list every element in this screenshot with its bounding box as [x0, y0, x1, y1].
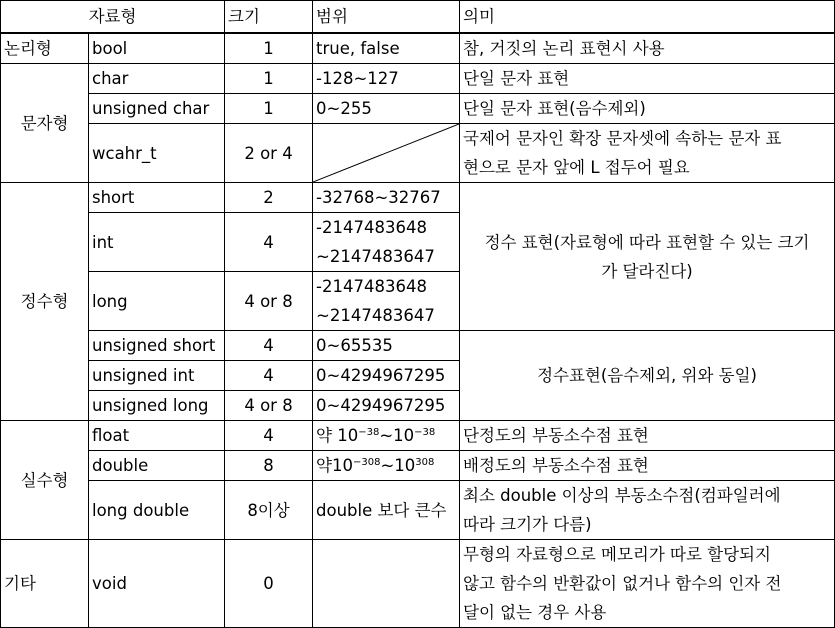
category-logical: 논리형 [1, 33, 89, 64]
type-name: long [89, 272, 225, 331]
table-row [1, 331, 835, 361]
category-real: 실수형 [1, 421, 89, 540]
table-row [1, 481, 835, 540]
meaning-line: 국제어 문자인 확장 문자셋에 속하는 문자 표 [463, 129, 782, 148]
type-name: short [89, 183, 225, 213]
type-meaning-signed [460, 183, 835, 331]
meaning-line: 현으로 문자 앞에 L 접두어 필요 [463, 158, 690, 177]
type-range [313, 451, 460, 481]
category-other: 기타 [1, 540, 89, 628]
meaning-line: 무형의 자료형으로 메모리가 따로 할당되지 [463, 545, 771, 564]
table-row [1, 64, 835, 94]
range-line: ~2147483647 [316, 306, 435, 325]
type-meaning: 단일 문자 표현(음수제외) [460, 94, 835, 124]
type-range [313, 272, 460, 331]
meaning-line: 최소 double 이상의 부동소수점(컴파일러에 [463, 486, 781, 505]
type-meaning: 단일 문자 표현 [460, 64, 835, 94]
meaning-line: 않고 함수의 반환값이 없거나 함수의 인자 전 [463, 574, 782, 593]
meaning-line: 달이 없는 경우 사용 [463, 603, 607, 622]
type-meaning [460, 481, 835, 540]
range-exponent: 308 [415, 457, 435, 468]
type-range [313, 213, 460, 272]
table-row [1, 183, 835, 213]
type-name: unsigned short [89, 331, 225, 361]
table-row [1, 124, 835, 183]
range-exponent: −308 [352, 457, 381, 468]
type-size: 4 [225, 331, 313, 361]
type-name: void [89, 540, 225, 628]
type-size: 8 [225, 451, 313, 481]
type-size: 1 [225, 64, 313, 94]
type-name: char [89, 64, 225, 94]
type-meaning: 단정도의 부동소수점 표현 [460, 421, 835, 451]
type-range: 0~4294967295 [313, 391, 460, 421]
type-range: -128~127 [313, 64, 460, 94]
category-integer: 정수형 [1, 183, 89, 421]
range-prefix: 약 [316, 456, 332, 475]
header-meaning: 의미 [460, 1, 835, 34]
range-base: 10 [393, 426, 415, 445]
type-size: 0 [225, 540, 313, 628]
type-name: float [89, 421, 225, 451]
table-row [1, 540, 835, 628]
range-separator: ~ [380, 456, 395, 475]
header-size: 크기 [225, 1, 313, 34]
type-name: long double [89, 481, 225, 540]
header-type: 자료형 [1, 1, 225, 34]
type-range: 0~4294967295 [313, 361, 460, 391]
type-meaning [460, 124, 835, 183]
range-separator: ~ [379, 426, 394, 445]
range-prefix: 약 [316, 426, 338, 445]
type-range [313, 421, 460, 451]
type-range: double 보다 큰수 [313, 481, 460, 540]
type-size: 2 [225, 183, 313, 213]
type-name: unsigned char [89, 94, 225, 124]
range-base: 10 [394, 456, 416, 475]
table-row [1, 421, 835, 451]
category-char: 문자형 [1, 64, 89, 183]
table-row [1, 33, 835, 64]
type-range: 0~65535 [313, 331, 460, 361]
range-base: 10 [331, 456, 353, 475]
type-meaning [460, 540, 835, 628]
type-name: wcahr_t [89, 124, 225, 183]
header-range: 범위 [313, 1, 460, 34]
type-range: 0~255 [313, 94, 460, 124]
type-size: 1 [225, 94, 313, 124]
range-line: -2147483648 [316, 277, 427, 296]
type-size: 8이상 [225, 481, 313, 540]
diagonal-slash [313, 124, 459, 182]
type-range: -32768~32767 [313, 183, 460, 213]
type-name: unsigned int [89, 361, 225, 391]
table-row [1, 94, 835, 124]
range-base: 10 [337, 426, 359, 445]
type-range [313, 540, 460, 628]
type-name: int [89, 213, 225, 272]
range-exponent: −38 [358, 427, 380, 438]
meaning-line: 정수 표현(자료형에 따라 표현할 수 있는 크기 [484, 232, 810, 252]
range-line: ~2147483647 [316, 247, 435, 266]
meaning-line: 가 달라진다) [601, 261, 693, 281]
type-meaning-unsigned: 정수표현(음수제외, 위와 동일) [460, 331, 835, 421]
type-size: 4 [225, 361, 313, 391]
range-line: -2147483648 [316, 218, 427, 237]
type-name: unsigned long [89, 391, 225, 421]
type-size: 1 [225, 33, 313, 64]
type-size: 4 or 8 [225, 272, 313, 331]
type-name: bool [89, 33, 225, 64]
type-meaning: 배정도의 부동소수점 표현 [460, 451, 835, 481]
type-size: 4 [225, 213, 313, 272]
type-size: 4 [225, 421, 313, 451]
type-range-empty [313, 124, 460, 183]
header-row [1, 1, 835, 34]
type-size: 4 or 8 [225, 391, 313, 421]
type-meaning: 참, 거짓의 논리 표현시 사용 [460, 33, 835, 64]
table-row [1, 451, 835, 481]
range-exponent: −38 [414, 427, 436, 438]
type-range: true, false [313, 33, 460, 64]
meaning-line: 따라 크기가 다름) [463, 515, 592, 534]
type-size: 2 or 4 [225, 124, 313, 183]
type-name: double [89, 451, 225, 481]
